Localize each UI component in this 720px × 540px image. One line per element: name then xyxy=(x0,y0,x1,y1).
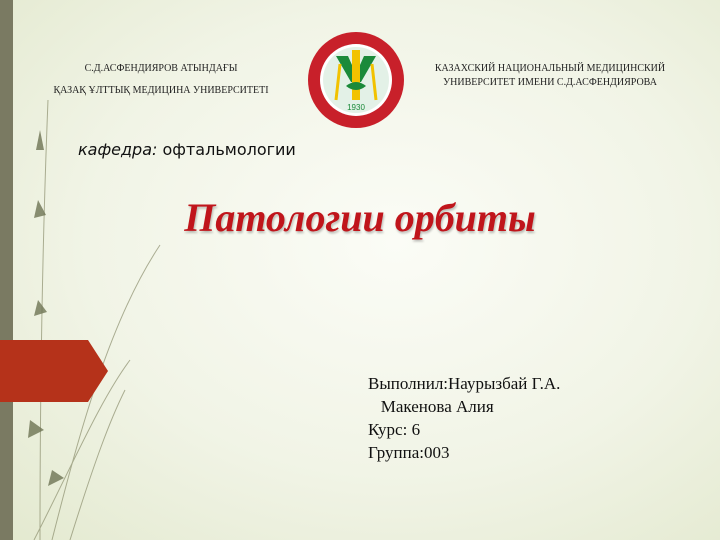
svg-text:1930: 1930 xyxy=(347,103,365,112)
course-line: Курс: 6 xyxy=(368,420,421,439)
group-line: Группа:003 xyxy=(368,443,450,462)
university-ru-line1: КАЗАХСКИЙ НАЦИОНАЛЬНЫЙ МЕДИЦИНСКИЙ xyxy=(434,63,666,74)
department-label: кафедра: xyxy=(78,140,158,159)
university-kz-line2: ҚАЗАҚ ҰЛТТЫҚ МЕДИЦИНА УНИВЕРСИТЕТІ xyxy=(53,85,269,96)
author-line2: Макенова Алия xyxy=(368,397,494,416)
department-name: офтальмологии xyxy=(157,140,296,159)
department xyxy=(78,140,296,159)
university-logo xyxy=(306,30,406,130)
university-name-ru xyxy=(400,62,700,90)
accent-tab xyxy=(0,340,108,402)
university-ru-line2: УНИВЕРСИТЕТ ИМЕНИ С.Д.АСФЕНДИЯРОВА xyxy=(443,77,657,88)
slide-title: Патологии орбиты xyxy=(184,195,536,240)
university-kz-line1: С.Д.АСФЕНДИЯРОВ АТЫНДАҒЫ xyxy=(84,63,238,74)
author-block xyxy=(368,372,560,464)
author-line1: Выполнил:Наурызбай Г.А. xyxy=(368,374,561,393)
university-name-kz xyxy=(30,62,292,97)
